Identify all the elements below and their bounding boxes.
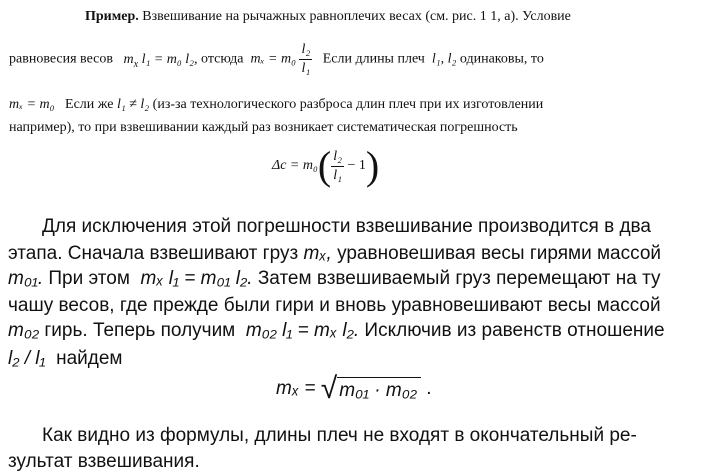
text-span: уравновешивая весы гирями массой <box>337 243 662 264</box>
arm-ratio: l₂ / l₁ <box>8 348 46 369</box>
result-lhs: mₓ = <box>276 378 316 400</box>
text-span: одинаковы, то <box>459 51 544 67</box>
var-mx: mₓ, <box>303 243 332 264</box>
text-span: например), то при взвешивании каждый раз возникает систематическая погрешность <box>9 120 518 135</box>
paragraph-line-8 <box>8 451 200 473</box>
ratio-fraction <box>299 43 312 76</box>
text-span: Затем взвешиваемый груз перемещают на ту <box>257 268 661 289</box>
formula-rest: l₁ = m₀ l₂, <box>141 51 198 67</box>
fraction-numerator: l₂ <box>301 42 311 57</box>
unequal-arms-formula: l₁ ≠ l₂ <box>116 97 150 112</box>
text-span: При этом <box>48 268 130 289</box>
example-text: Взвешивание на рычажных равноплечих весах (см. рис. 1 1, а). Условие <box>142 9 571 24</box>
error-formula-tail: − 1 <box>347 158 366 174</box>
var-m02: m₀₂ <box>8 320 40 341</box>
paragraph-line-6 <box>8 348 122 370</box>
text-span: Для исключения этой погрешности взвешивание производится в два <box>42 216 651 237</box>
text-span: этапа. Сначала взвешивают груз <box>8 243 299 264</box>
equilibrium-formula <box>123 51 198 70</box>
fraction-denominator: l₁ <box>301 61 311 76</box>
example-line-4 <box>9 120 518 136</box>
arm-variables: l₁, l₂ <box>431 51 457 67</box>
fraction-numerator: l₂ <box>333 148 342 164</box>
text-span: зультат взвешивания. <box>8 451 200 472</box>
text-span: отсюда <box>201 51 244 67</box>
text-span: гирь. Теперь получим <box>44 320 236 341</box>
var-m: m <box>123 51 134 67</box>
paragraph-line-5 <box>8 320 665 342</box>
equal-mass-formula: mₓ = m₀ <box>9 97 55 112</box>
paragraph-line-3 <box>8 268 661 290</box>
radicand: m₀₁ · m₀₂ <box>337 377 421 402</box>
text-span: Если длины плеч <box>322 51 425 67</box>
example-heading: Пример. <box>85 9 139 24</box>
paragraph-line-2 <box>8 243 661 265</box>
text-span: (из-за технологического разброса длин плеч при их изготовлении <box>152 97 544 112</box>
right-paren: ) <box>365 143 380 188</box>
left-paren: ( <box>317 143 332 188</box>
example-line-3 <box>9 97 543 113</box>
paragraph-line-7 <box>42 425 637 447</box>
radical-sign: √ <box>320 372 338 405</box>
text-span: Исключив из равенств отношение <box>364 320 665 341</box>
text-span: найдем <box>56 348 123 369</box>
mass-formula-lhs: mₓ = m₀ <box>250 51 296 67</box>
text-span: равновесия весов <box>9 51 113 67</box>
text-span: Если же <box>65 97 114 112</box>
fraction-denominator: l₁ <box>333 167 342 183</box>
paragraph-line-1 <box>42 216 651 238</box>
var-m01: m₀₁. <box>8 268 44 289</box>
example-line-2 <box>9 43 544 76</box>
paragraph-line-4 <box>8 295 661 317</box>
result-formula <box>276 374 432 404</box>
square-root <box>321 374 421 404</box>
second-weighing-formula: m₀₂ l₁ = mₓ l₂. <box>245 320 360 341</box>
text-span: Как видно из формулы, длины плеч не входят в окончательный ре- <box>42 425 637 446</box>
systematic-error-formula <box>272 143 380 188</box>
first-weighing-formula: mₓ l₁ = m₀₁ l₂. <box>140 268 253 289</box>
text-span: чашу весов, где прежде были гири и вновь уравновешивают весы массой <box>8 295 661 316</box>
error-formula-lhs: Δc = m₀ <box>272 158 318 174</box>
result-tail: . <box>426 378 432 400</box>
example-line-1 <box>85 9 571 25</box>
error-fraction <box>331 150 344 183</box>
var-x-sub: x <box>133 58 139 70</box>
